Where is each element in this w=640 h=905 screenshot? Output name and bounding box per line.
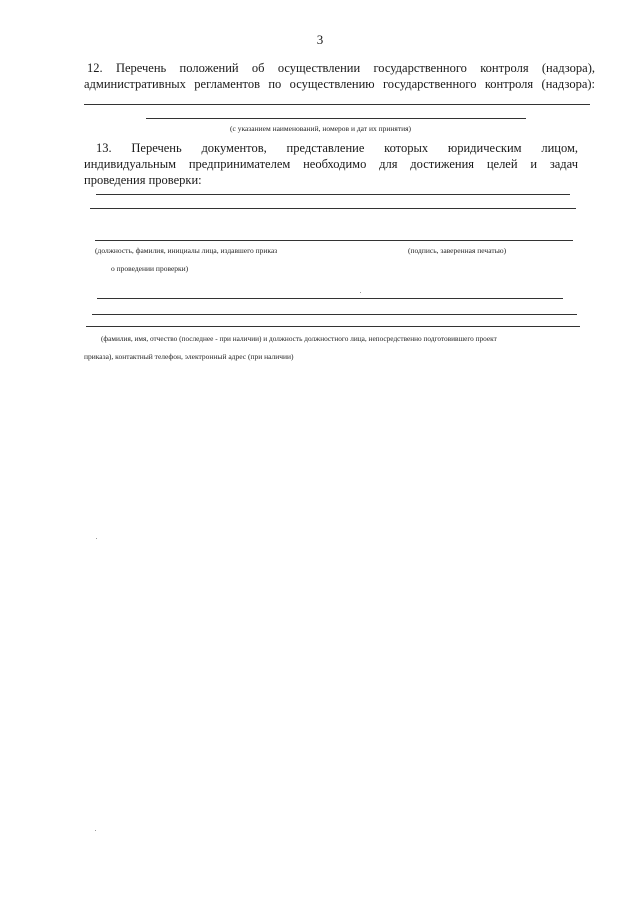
scan-speck [96, 538, 97, 539]
signature-caption-right: (подпись, заверенная печатью) [408, 246, 507, 255]
fill-line [97, 298, 563, 299]
scan-speck [95, 830, 96, 831]
fill-line [95, 240, 573, 241]
section-13-line-3: проведения проверки: [84, 173, 202, 187]
signature-caption-left: (должность, фамилия, инициалы лица, издавшего приказ [95, 246, 278, 255]
section-12-caption: (с указанием наименований, номеров и дат их принятия) [230, 124, 412, 133]
signature-caption-left-continued: о проведении проверки) [111, 264, 189, 273]
section-12-line-2: административных регламентов по осуществлению государственного контроля (надзора): [84, 77, 595, 91]
scan-speck [360, 292, 361, 293]
section-13-line-2: индивидуальным предпринимателем необходимо для достижения целей и задач [84, 157, 578, 171]
section-13-line-1: 13. Перечень документов, представление которых юридическим лицом, [96, 141, 578, 155]
fill-line [86, 326, 580, 327]
fill-line [84, 104, 590, 105]
responsible-caption-line-1: (фамилия, имя, отчество (последнее - при наличии) и должность должностного лица, непосредственно подготовившего проект [101, 334, 497, 343]
fill-line [90, 208, 576, 209]
page-number: 3 [316, 32, 324, 47]
responsible-caption-line-2: приказа), контактный телефон, электронный адрес (при наличии) [84, 352, 294, 361]
section-12-line-1: 12. Перечень положений об осуществлении государственного контроля (надзора), [87, 61, 595, 75]
fill-line [146, 118, 526, 119]
fill-line [96, 194, 570, 195]
fill-line [92, 314, 577, 315]
